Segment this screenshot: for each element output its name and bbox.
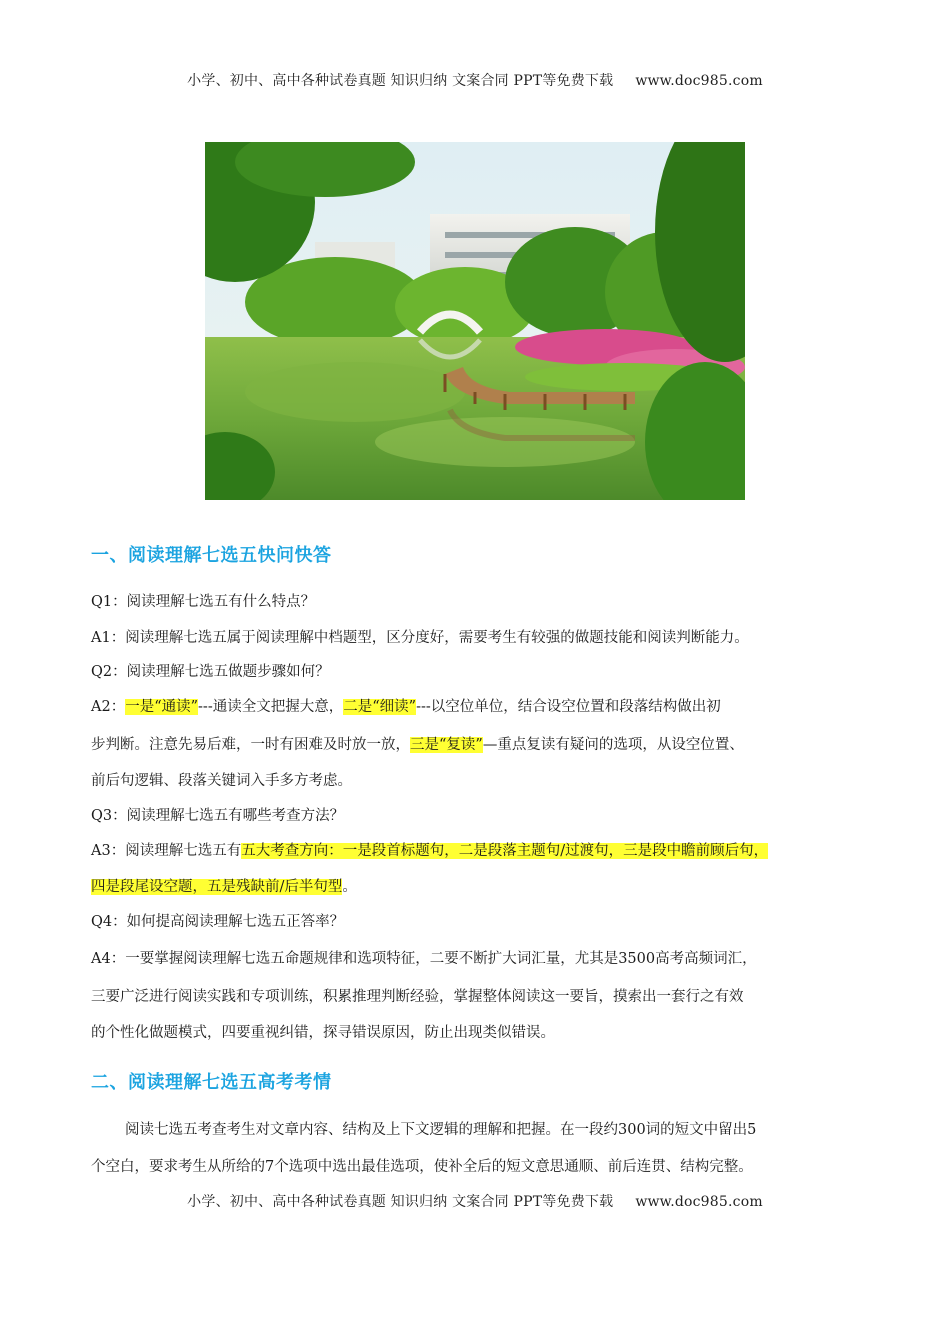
- a2-highlight-3: 三是“复读”: [410, 737, 483, 753]
- a2-line-1: [91, 697, 871, 717]
- a3-end: 。: [342, 879, 357, 895]
- a2-prefix: A2：: [91, 699, 126, 715]
- a2-highlight-1: 一是“通读”: [125, 699, 199, 715]
- a2-line-2: [91, 735, 871, 755]
- a3-highlight-2: 四是段尾设空题，五是残缺前/后半句型: [91, 879, 343, 895]
- a3-line-1: [91, 841, 871, 861]
- a3-prefix: A3：阅读理解七选五有: [91, 843, 242, 859]
- a2-line-3: 前后句逻辑、段落关键词入手多方考虑。: [91, 773, 352, 789]
- a3-highlight-1: 五大考查方向：一是段首标题句，二是段落主题句/过渡句，三是段中瞻前顾后句，: [241, 843, 769, 859]
- q2: Q2：阅读理解七选五做题步骤如何？: [91, 664, 330, 680]
- a2-text-2: ---以空位单位，结合设空位置和段落结构做出初: [416, 699, 721, 715]
- header-site: www.doc985.com: [635, 73, 763, 89]
- a4-line-2: 三要广泛进行阅读实践和专项训练，积累推理判断经验，掌握整体阅读这一要旨，摸索出一套行之有效: [91, 989, 744, 1005]
- para-line-1: 阅读七选五考查考生对文章内容、结构及上下文逻辑的理解和把握。在一段约300词的短文中留出5: [125, 1122, 757, 1138]
- a2-text-1: ---通读全文把握大意，: [198, 699, 344, 715]
- a2-text-3: 步判断。注意先易后难，一时有困难及时放一放，: [91, 737, 410, 753]
- campus-lake-photo: [205, 142, 745, 500]
- footer-text: 小学、初中、高中各种试卷真题 知识归纳 文案合同 PPT等免费下载: [187, 1194, 614, 1210]
- section-1-title: 一、阅读理解七选五快问快答: [91, 545, 332, 566]
- q4: Q4：如何提高阅读理解七选五正答率？: [91, 914, 345, 930]
- a4-line-1: A4：一要掌握阅读理解七选五命题规律和选项特征，二要不断扩大词汇量，尤其是3500高考高频词汇，: [91, 951, 757, 967]
- a2-highlight-2: 二是“细读”: [343, 699, 417, 715]
- a4-line-3: 的个性化做题模式，四要重视纠错，探寻错误原因，防止出现类似错误。: [91, 1025, 555, 1041]
- page-footer: [0, 1191, 950, 1211]
- para-line-2: 个空白，要求考生从所给的7个选项中选出最佳选项，使补全后的短文意思通顺、前后连贯、结构完整。: [91, 1159, 753, 1175]
- section-2-title: 二、阅读理解七选五高考考情: [91, 1072, 332, 1093]
- page-header: [0, 70, 950, 90]
- a3-line-2: [91, 877, 871, 897]
- a2-text-4: —重点复读有疑问的选项，从设空位置、: [482, 737, 744, 753]
- q3: Q3：阅读理解七选五有哪些考查方法？: [91, 808, 345, 824]
- a1: A1：阅读理解七选五属于阅读理解中档题型，区分度好，需要考生有较强的做题技能和阅读判断能力。: [91, 630, 749, 646]
- header-text: 小学、初中、高中各种试卷真题 知识归纳 文案合同 PPT等免费下载: [187, 73, 614, 89]
- footer-site: www.doc985.com: [635, 1194, 763, 1210]
- q1: Q1：阅读理解七选五有什么特点？: [91, 594, 316, 610]
